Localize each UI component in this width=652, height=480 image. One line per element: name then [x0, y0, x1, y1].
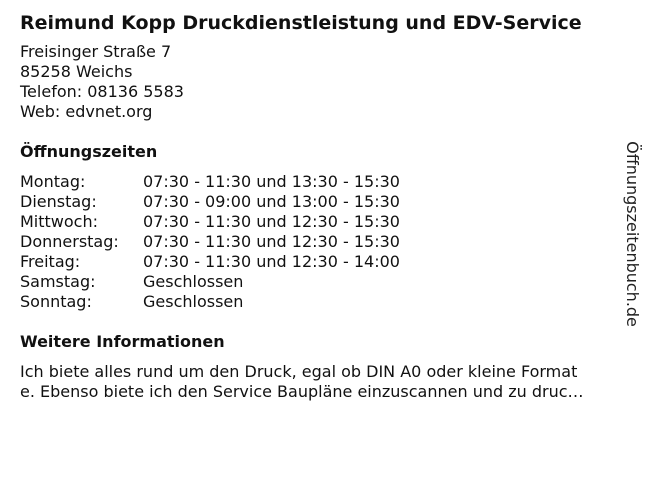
hours-row-monday — [20, 172, 630, 192]
hours-value: Geschlossen — [143, 292, 244, 311]
day-label: Samstag: — [20, 272, 96, 291]
hours-row-wednesday — [20, 212, 630, 232]
info-line-2: e. Ebenso biete ich den Service Baupläne einzuscannen und zu druc… — [20, 382, 584, 401]
hours-value: 07:30 - 11:30 und 12:30 - 15:30 — [143, 232, 400, 251]
day-label: Dienstag: — [20, 192, 97, 211]
hours-value: 07:30 - 09:00 und 13:00 - 15:30 — [143, 192, 400, 211]
opening-hours-heading: Öffnungszeiten — [20, 142, 158, 161]
opening-hours-table — [20, 172, 630, 312]
hours-value: Geschlossen — [143, 272, 244, 291]
info-description — [20, 362, 627, 402]
hours-row-tuesday — [20, 192, 630, 212]
city: 85258 Weichs — [20, 62, 133, 81]
address-block — [20, 42, 630, 122]
hours-value: 07:30 - 11:30 und 12:30 - 15:30 — [143, 212, 400, 231]
website: Web: edvnet.org — [20, 102, 153, 121]
day-label: Freitag: — [20, 252, 81, 271]
hours-row-friday — [20, 252, 630, 272]
street: Freisinger Straße 7 — [20, 42, 172, 61]
hours-row-thursday — [20, 232, 630, 252]
hours-row-saturday — [20, 272, 630, 292]
info-heading: Weitere Informationen — [20, 332, 225, 351]
hours-row-sunday — [20, 292, 630, 312]
day-label: Sonntag: — [20, 292, 92, 311]
watermark-text: Öffnungszeitenbuch.de — [623, 141, 643, 327]
day-label: Montag: — [20, 172, 86, 191]
business-card — [20, 10, 630, 402]
hours-value: 07:30 - 11:30 und 12:30 - 14:00 — [143, 252, 400, 271]
business-name: Reimund Kopp Druckdienstleistung und EDV-Service — [20, 12, 582, 34]
info-line-1: Ich biete alles rund um den Druck, egal ob DIN A0 oder kleine Format — [20, 362, 578, 381]
day-label: Donnerstag: — [20, 232, 119, 251]
watermark — [612, 134, 652, 334]
phone: Telefon: 08136 5583 — [20, 82, 184, 101]
day-label: Mittwoch: — [20, 212, 98, 231]
hours-value: 07:30 - 11:30 und 13:30 - 15:30 — [143, 172, 400, 191]
